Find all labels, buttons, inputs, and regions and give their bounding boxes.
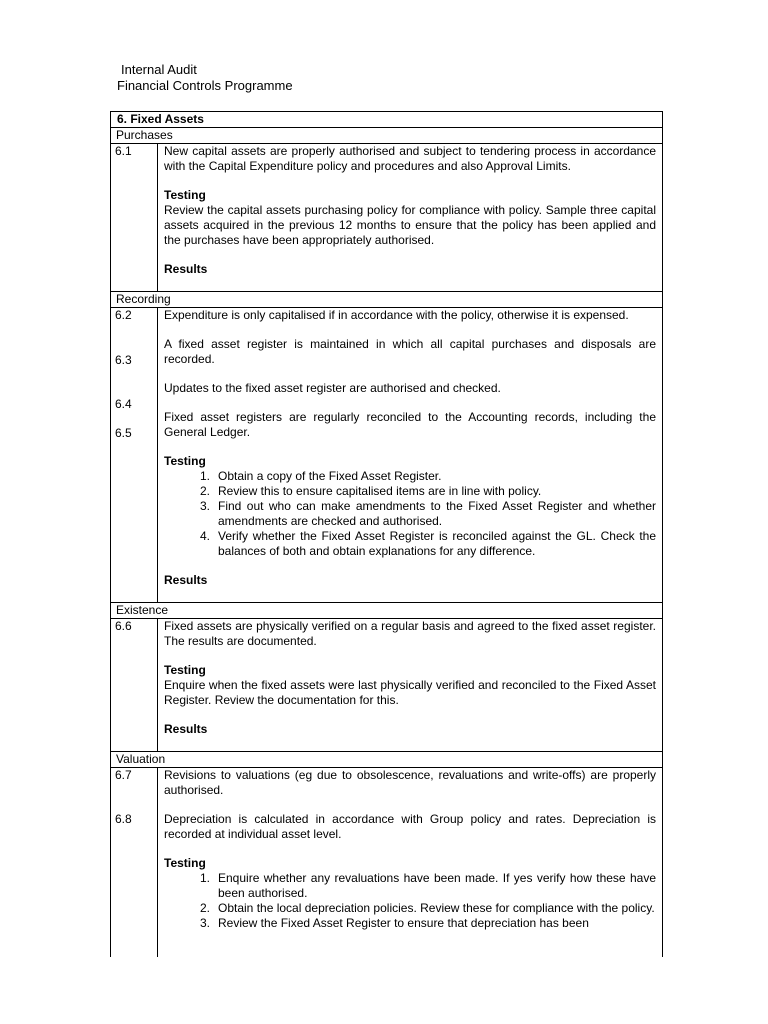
table-row-6-7-to-6-8	[111, 768, 662, 957]
fixed-assets-table	[110, 111, 663, 957]
item-numbers	[111, 308, 158, 602]
header-line-internal-audit: Internal Audit	[121, 62, 197, 77]
list-item: 1. Enquire whether any revaluations have been made. If yes verify how these have been authorised.	[199, 871, 656, 900]
item-content	[158, 619, 662, 751]
control-statement: Fixed asset registers are regularly reconciled to the Accounting records, including the General Ledger.	[164, 410, 656, 439]
item-number: 6.6	[111, 619, 158, 751]
item-content	[158, 308, 662, 602]
header-line-programme: Financial Controls Programme	[117, 78, 293, 93]
list-item: 2. Review this to ensure capitalised items are in line with policy.	[199, 484, 542, 498]
item-number: 6.3	[115, 353, 132, 367]
section-purchases: Purchases	[111, 128, 662, 144]
results-heading: Results	[164, 573, 208, 587]
item-number: 6.8	[115, 812, 132, 826]
list-item: 1. Obtain a copy of the Fixed Asset Register.	[199, 469, 442, 483]
control-statement: Fixed assets are physically verified on a regular basis and agreed to the fixed asset register. The results are documented.	[164, 619, 656, 648]
table-row-6-1	[111, 144, 662, 292]
item-numbers	[111, 768, 158, 957]
results-heading: Results	[164, 262, 208, 276]
item-number: 6.7	[115, 768, 132, 782]
testing-steps-list	[164, 871, 656, 931]
section-existence: Existence	[111, 603, 662, 619]
control-statement: Revisions to valuations (eg due to obsolescence, revaluations and write-offs) are properly authorised.	[164, 768, 656, 797]
section-recording: Recording	[111, 292, 662, 308]
item-number: 6.5	[115, 426, 132, 440]
testing-text: Review the capital assets purchasing policy for compliance with policy. Sample three capital assets acquired in the previous 12 months to ensure that the policy has been applied and the purchases have been appropriately authorised.	[164, 203, 656, 247]
item-number: 6.4	[115, 397, 132, 411]
list-item: 3. Find out who can make amendments to the Fixed Asset Register and whether amendments are checked and authorised.	[199, 499, 656, 528]
table-row-6-2-to-6-5	[111, 308, 662, 603]
control-statement: Depreciation is calculated in accordance with Group policy and rates. Depreciation is recorded at individual asset level.	[164, 812, 656, 841]
table-row-6-6	[111, 619, 662, 752]
testing-heading: Testing	[164, 663, 206, 677]
testing-heading: Testing	[164, 856, 206, 870]
testing-heading: Testing	[164, 188, 206, 202]
item-number: 6.1	[111, 144, 158, 291]
item-number: 6.2	[115, 308, 132, 322]
document-header	[117, 62, 293, 94]
testing-steps-list	[164, 469, 656, 559]
list-item: 3. Review the Fixed Asset Register to ensure that depreciation has been	[199, 916, 589, 930]
item-content	[158, 144, 662, 291]
list-item: 2. Obtain the local depreciation policies. Review these for compliance with the policy.	[199, 901, 655, 915]
control-statement: Updates to the fixed asset register are authorised and checked.	[164, 381, 501, 395]
control-statement: New capital assets are properly authorised and subject to tendering process in accordance with the Capital Expenditure policy and procedures and also Approval Limits.	[164, 144, 656, 173]
testing-heading: Testing	[164, 454, 206, 468]
testing-text: Enquire when the fixed assets were last physically verified and reconciled to the Fixed Asset Register. Review the documentation for this.	[164, 678, 656, 707]
section-valuation: Valuation	[111, 752, 662, 768]
results-heading: Results	[164, 722, 208, 736]
item-content	[158, 768, 662, 957]
control-statement: Expenditure is only capitalised if in accordance with the policy, otherwise it is expensed.	[164, 308, 629, 322]
control-statement: A fixed asset register is maintained in which all capital purchases and disposals are recorded.	[164, 337, 656, 366]
table-title: 6. Fixed Assets	[111, 112, 662, 128]
list-item: 4. Verify whether the Fixed Asset Register is reconciled against the GL. Check the balances of both and obtain explanations for any difference.	[199, 529, 656, 558]
